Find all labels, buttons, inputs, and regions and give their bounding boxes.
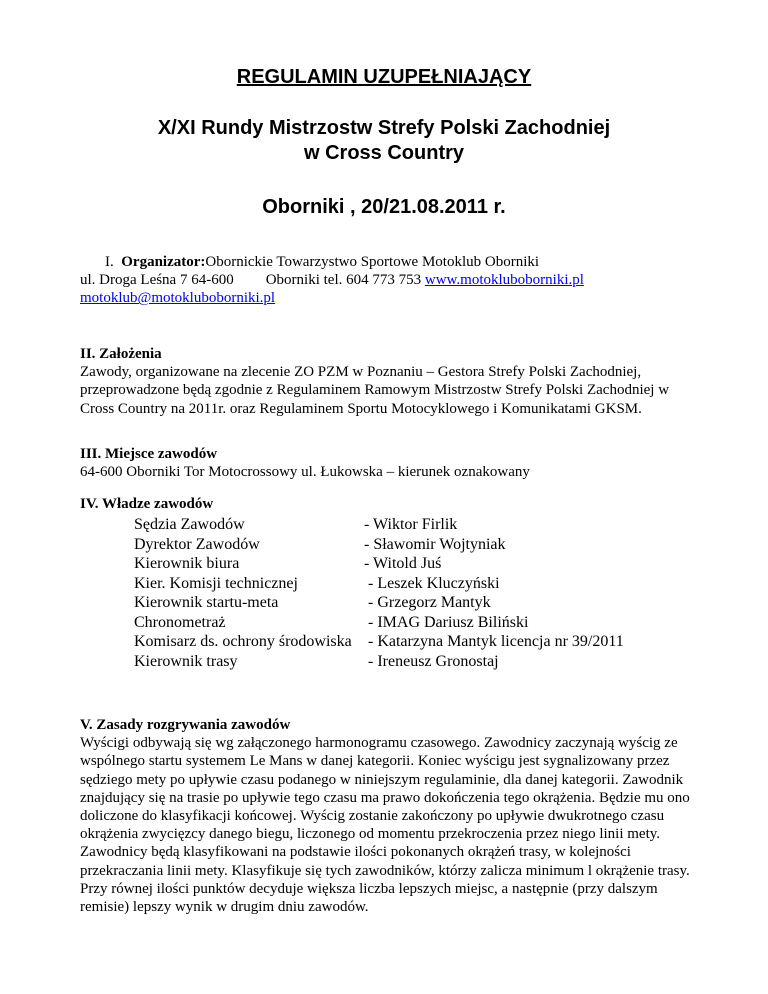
official-name: - Leszek Kluczyński xyxy=(364,574,500,592)
organizer-line xyxy=(80,253,700,271)
official-role: Kier. Komisji technicznej xyxy=(134,574,298,592)
official-row xyxy=(134,593,624,613)
official-name: - Ireneusz Gronostaj xyxy=(364,652,499,670)
official-name: - Sławomir Wojtyniak xyxy=(364,535,506,553)
website-link[interactable]: www.motokluboborniki.pl xyxy=(424,272,584,289)
official-name: - Witold Juś xyxy=(364,555,442,572)
section-5-paragraph-2: Zawodnicy będą klasyfikowani na podstawie ilości pokonanych okrążeń trasy, w kolejności przekraczania linii mety. Klasyfikuje się tych zawodników, którzy zalicza minimum l okrążenie trasy. Przy równej ilości punktów decyduje większa liczba lepszych miejsc, a następnie (przy dalszym remisie) lepszy wynik w drugim dniu zawodów. xyxy=(80,844,690,916)
official-role: Kierownik startu-meta xyxy=(134,594,279,611)
organizer-address: ul. Droga Leśna 7 64-600 xyxy=(80,272,234,289)
organizer-label: Organizator: xyxy=(121,254,206,270)
subtitle-line-1: X/XI Rundy Mistrzostw Strefy Polski Zachodniej xyxy=(157,117,611,139)
subtitle-line-2: w Cross Country xyxy=(303,142,465,164)
official-row xyxy=(134,574,624,594)
organizer-section xyxy=(80,253,700,308)
organizer-name: Obornickie Towarzystwo Sportowe Motoklub Oborniki xyxy=(205,254,540,270)
document-subtitle xyxy=(0,116,768,166)
officials-list xyxy=(134,515,624,671)
section-wladze-heading-wrap xyxy=(80,495,700,513)
official-name: - Grzegorz Mantyk xyxy=(364,594,491,611)
section-5-heading: V. Zasady rozgrywania zawodów xyxy=(80,717,291,733)
section-4-heading: IV. Władze zawodów xyxy=(80,496,214,512)
section-2-text: Zawody, organizowane na zlecenie ZO PZM w Poznaniu – Gestora Strefy Polski Zachodniej, przeprowadzone będą zgodnie z Regulaminem Ramowym Mistrzostw Strefy Polski Zachodniej w Cross Country na 2011r. oraz Regulaminem Sportu Motocyklowego i Komunikatami GKSM. xyxy=(80,364,670,417)
organizer-email-line xyxy=(80,289,700,307)
official-role: Sędzia Zawodów xyxy=(134,516,245,533)
organizer-address-line xyxy=(80,271,700,289)
email-link[interactable]: motoklub@motokluboborniki.pl xyxy=(80,290,276,307)
official-name: - IMAG Dariusz Biliński xyxy=(364,613,529,631)
section-3-heading: III. Miejsce zawodów xyxy=(80,446,218,462)
official-name: - Katarzyna Mantyk licencja nr 39/2011 xyxy=(364,633,624,650)
organizer-city-tel: Oborniki tel. 604 773 753 xyxy=(265,272,422,289)
official-row xyxy=(134,554,624,574)
official-name: - Wiktor Firlik xyxy=(364,516,458,533)
official-role: Kierownik trasy xyxy=(134,652,238,670)
official-row xyxy=(134,652,624,672)
official-role: Chronometraż xyxy=(134,613,226,631)
section-5-paragraph-1: Wyścigi odbywają się wg załączonego harmonogramu czasowego. Zawodnicy zaczynają wyścig ze wspólnego startu systemem Le Mans w danej kategorii. Koniec wyścigu jest sygnalizowany przez sędziego mety po upływie czasu podanego w niniejszym regulaminie, dla danej kategorii. Zawodnik znajdujący się na trasie po upływie tego czasu ma prawo dokończenia tego okrążenia. Będzie mu ono doliczone do klasyfikacji końcowej. Wyścig zostanie zakończony po upływie dwukrotnego czasu okrążenia zwycięzcy danego biegu, liczonego od momentu przekroczenia przez niego linii mety. xyxy=(80,735,690,843)
place-date: Oborniki , 20/21.08.2011 r. xyxy=(262,196,506,218)
document-title: REGULAMIN UZUPEŁNIAJĄCY xyxy=(236,66,532,88)
official-row xyxy=(134,535,624,555)
official-role: Kierownik biura xyxy=(134,555,240,572)
official-role: Komisarz ds. ochrony środowiska xyxy=(134,633,352,650)
official-row xyxy=(134,613,624,633)
section-miejsce xyxy=(80,445,700,481)
official-row xyxy=(134,515,624,535)
organizer-number: I. xyxy=(105,254,114,270)
section-2-heading: II. Założenia xyxy=(80,346,162,362)
section-3-text: 64-600 Oborniki Tor Motocrossowy ul. Łukowska – kierunek oznakowany xyxy=(80,464,530,481)
official-row xyxy=(134,632,624,652)
section-zalozenia xyxy=(80,345,700,418)
section-zasady xyxy=(80,716,702,916)
official-role: Dyrektor Zawodów xyxy=(134,535,260,553)
